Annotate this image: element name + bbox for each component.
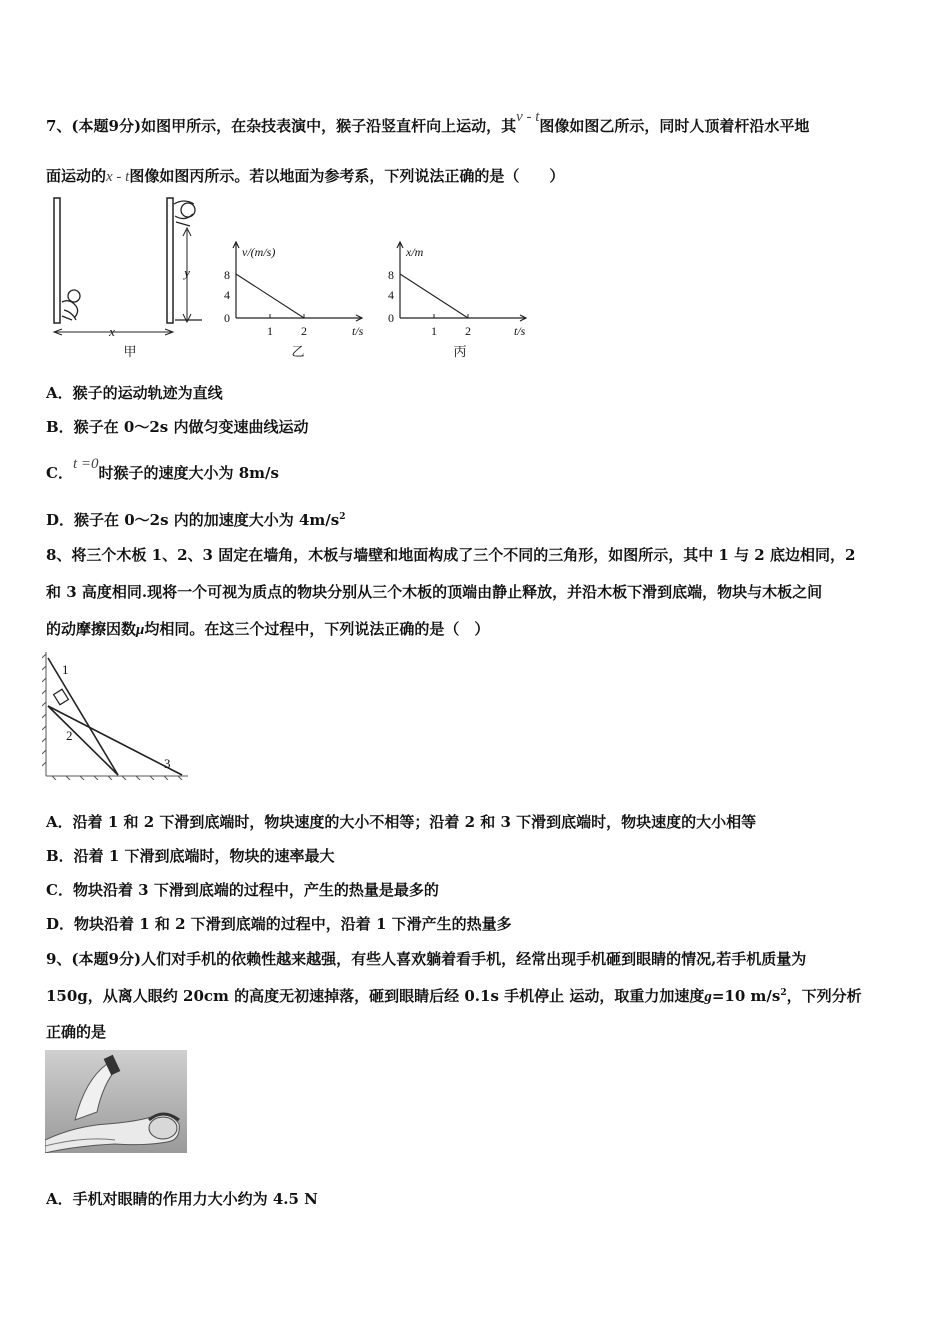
bing-xtick-1: 1: [431, 324, 437, 338]
yi-ytick-8: 8: [224, 268, 230, 282]
caption-yi: 乙: [291, 344, 305, 359]
q9-photo: [45, 1050, 187, 1153]
q8-option-c: C．物块沿着 3 下滑到底端的过程中，产生的热量是最多的: [46, 881, 439, 899]
board-label-3: 3: [164, 756, 171, 771]
q7-option-c: C．t =0时猴子的速度大小为 8m/s: [46, 456, 279, 482]
bing-xtick-2: 2: [465, 324, 471, 338]
figure-jia: [54, 198, 202, 359]
board-label-1: 1: [62, 662, 69, 677]
q7-option-d: D．猴子在 0～2s 内的加速度大小为 $4m/s^2$: [46, 511, 346, 529]
q9-stem-line2: 150g，从离人眼约 20cm 的高度无初速掉落，砸到眼睛后经 0.1s 手机停止 运动，取重力加速度g=10 $m/s^2$，下列分析: [46, 987, 862, 1005]
pole-left: [54, 198, 60, 323]
q8-stem-line1: 8、将三个木板 1、2、3 固定在墙角，木板与墙壁和地面构成了三个不同的三角形，如图所示，其中 1 与 2 底边相同，2: [46, 546, 856, 564]
jia-y-label: y: [184, 265, 190, 280]
monkey-icon-top: [174, 201, 195, 226]
chart-yi: [224, 242, 364, 359]
bing-ylabel: x/m: [406, 245, 424, 259]
q8-option-a: A．沿着 1 和 2 下滑到底端时，物块速度的大小不相等；沿着 2 和 3 下滑到底端时，物块速度的大小相等: [46, 813, 757, 831]
board-label-2: 2: [66, 728, 73, 743]
yi-ylabel: v/(m/s): [242, 245, 276, 259]
q8-option-d: D．物块沿着 1 和 2 下滑到底端的过程中，沿着 1 下滑产生的热量多: [46, 915, 512, 933]
q8-stem-line3: 的动摩擦因数μ均相同。在这三个过程中，下列说法正确的是（ ）: [46, 620, 490, 638]
jia-x-label: x: [109, 324, 115, 339]
q8-figure: [42, 648, 192, 780]
yi-xtick-2: 2: [301, 324, 307, 338]
bing-series-line: [400, 274, 468, 318]
person-head: [149, 1117, 177, 1139]
yi-xtick-1: 1: [267, 324, 273, 338]
q7-figure: [40, 190, 540, 365]
pole-right: [167, 198, 173, 323]
yi-ytick-0: 0: [224, 311, 230, 325]
yi-xlabel: t/s: [352, 324, 364, 338]
xt-formula: x - t: [106, 169, 130, 185]
vt-formula: v - t: [516, 109, 540, 125]
q9-stem-line3: 正确的是: [46, 1023, 107, 1041]
q7-option-a: A．猴子的运动轨迹为直线: [46, 384, 223, 402]
chart-bing: [388, 242, 526, 359]
q7-stem-line1: 7、(本题9分)如图甲所示，在杂技表演中，猴子沿竖直杆向上运动，其v - t图像如图乙所示，同时人顶着杆沿水平地: [46, 109, 810, 135]
caption-jia: 甲: [123, 344, 137, 359]
q8-stem-line2: 和 3 高度相同.现将一个可视为质点的物块分别从三个木板的顶端由静止释放，并沿木板下滑到底端，物块与木板之间: [46, 583, 823, 601]
bing-ytick-0: 0: [388, 311, 394, 325]
bing-ytick-4: 4: [388, 288, 394, 302]
bing-xlabel: t/s: [514, 324, 526, 338]
q7-option-b: B．猴子在 0～2s 内做匀变速曲线运动: [46, 418, 309, 436]
bing-ytick-8: 8: [388, 268, 394, 282]
yi-ytick-4: 4: [224, 288, 230, 302]
q8-option-b: B．沿着 1 下滑到底端时，物块的速率最大: [46, 847, 335, 865]
block-icon: [54, 689, 69, 704]
yi-series-line: [236, 274, 304, 318]
caption-bing: 丙: [453, 344, 467, 359]
t-zero-formula: t =0: [72, 456, 99, 472]
q9-stem-line1: 9、(本题9分)人们对手机的依赖性越来越强，有些人喜欢躺着看手机，经常出现手机砸到眼睛的情况,若手机质量为: [46, 950, 807, 968]
q7-stem-line2: 面运动的x - t图像如图丙所示。若以地面为参考系，下列说法正确的是（ ）: [46, 167, 565, 185]
q9-option-a: A．手机对眼睛的作用力大小约为 4.5 N: [46, 1190, 318, 1208]
monkey-icon-bottom: [62, 290, 80, 320]
